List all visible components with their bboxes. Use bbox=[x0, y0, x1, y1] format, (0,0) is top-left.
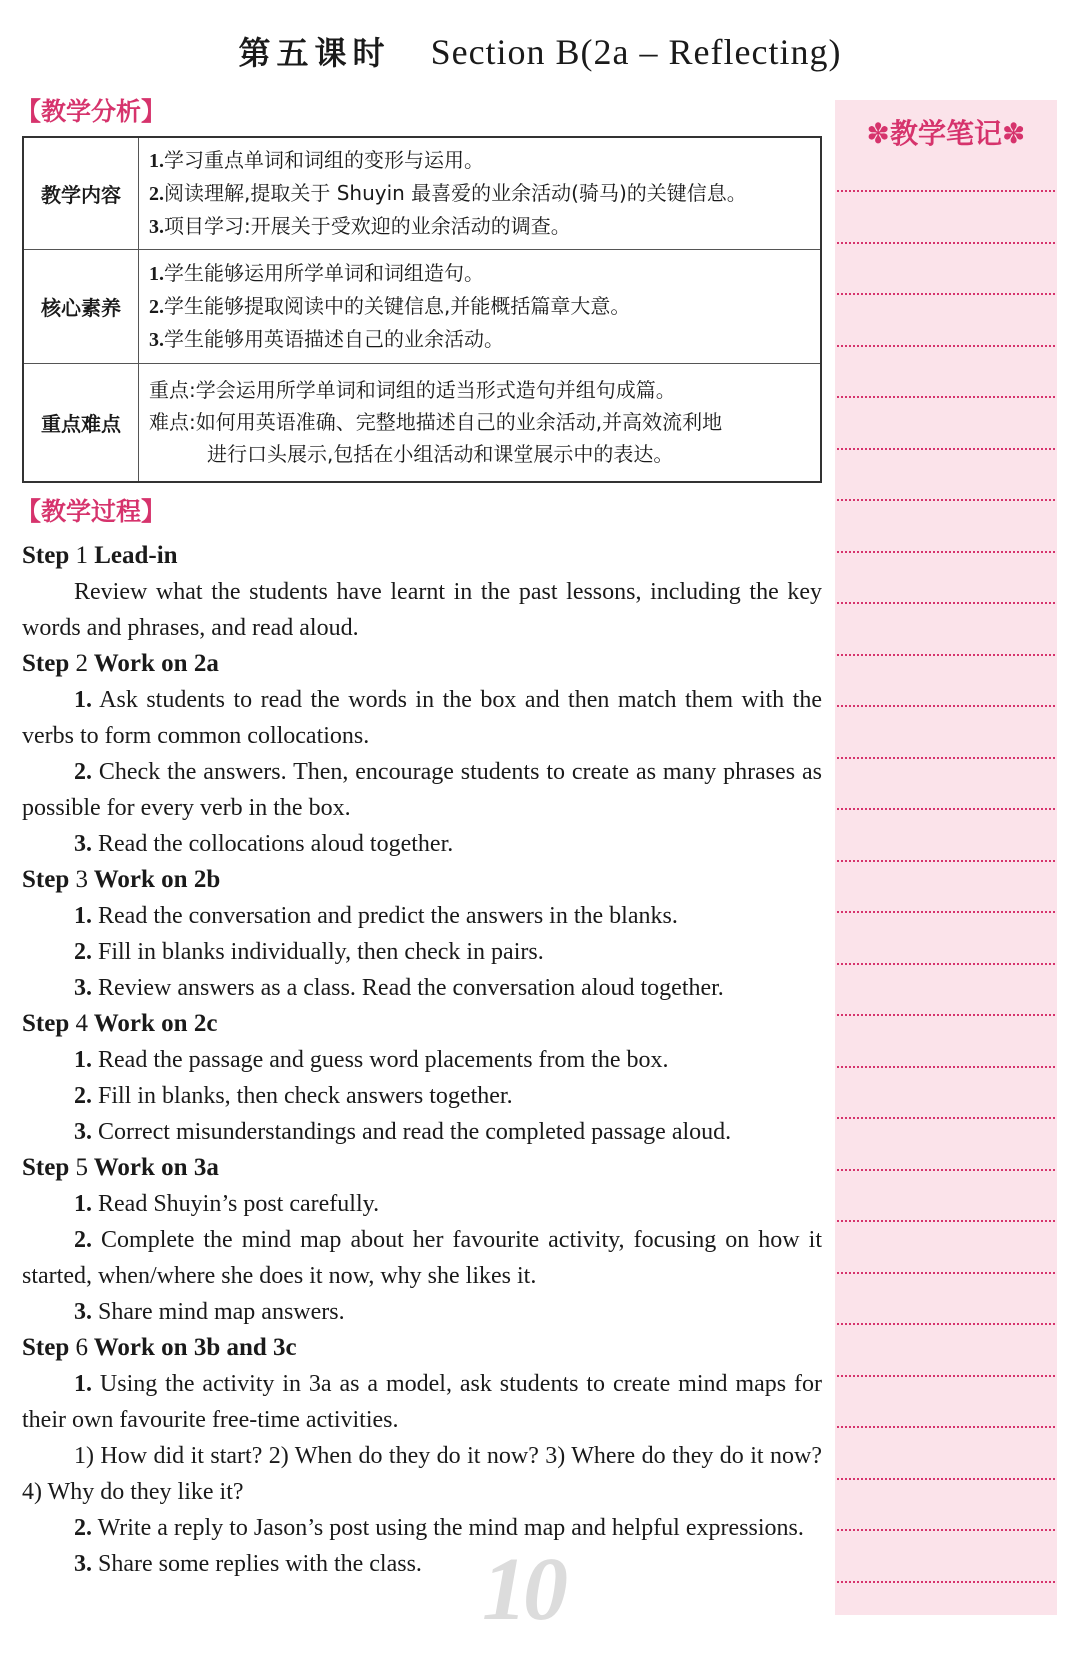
step-heading: Step 2 Work on 2a bbox=[22, 650, 219, 677]
note-line bbox=[837, 1581, 1055, 1583]
step-paragraph: Review what the students have learnt in the past lessons, including the key words and phrases, and read aloud. bbox=[22, 579, 822, 641]
note-line bbox=[837, 1169, 1055, 1171]
step-paragraph: 1. Ask students to read the words in the box and then match them with the verbs to form common collocations. bbox=[22, 687, 822, 749]
step-paragraph: 3. Share some replies with the class. bbox=[74, 1551, 422, 1577]
page-number: 10 bbox=[482, 1540, 564, 1639]
list-item: 3.学生能够用英语描述自己的业余活动。 bbox=[149, 327, 504, 351]
row-content bbox=[139, 137, 822, 250]
note-line bbox=[837, 1066, 1055, 1068]
lesson-label: 第五课时 bbox=[238, 34, 391, 72]
note-line bbox=[837, 242, 1055, 244]
note-line bbox=[837, 499, 1055, 501]
difficulty: 难点:如何用英语准确、完整地描述自己的业余活动,并高效流利地 bbox=[149, 410, 723, 435]
row-label: 教学内容 bbox=[23, 137, 139, 250]
note-line bbox=[837, 757, 1055, 759]
step-paragraph: 2. Write a reply to Jason’s post using the mind map and helpful expressions. bbox=[74, 1515, 804, 1541]
step-paragraph: 1. Using the activity in 3a as a model, ask students to create mind maps for their own favourite free-time activities. bbox=[22, 1371, 822, 1433]
analysis-table bbox=[22, 136, 822, 483]
row-content bbox=[139, 364, 822, 482]
step-paragraph: 2. Fill in blanks, then check answers together. bbox=[74, 1083, 513, 1109]
step-heading: Step 6 Work on 3b and 3c bbox=[22, 1334, 297, 1361]
notes-title: ✽教学笔记✽ bbox=[866, 117, 1026, 150]
note-line bbox=[837, 1117, 1055, 1119]
step-paragraph: 2. Fill in blanks individually, then check in pairs. bbox=[74, 939, 544, 965]
note-line bbox=[837, 1220, 1055, 1222]
note-line bbox=[837, 1014, 1055, 1016]
process-tag: 【教学过程】 bbox=[16, 497, 167, 526]
step-paragraph: 2. Check the answers. Then, encourage students to create as many phrases as possible for every verb in the box. bbox=[22, 759, 822, 821]
step-paragraph: 3. Review answers as a class. Read the conversation aloud together. bbox=[74, 975, 724, 1001]
table-row bbox=[23, 364, 821, 482]
row-label: 重点难点 bbox=[23, 364, 139, 482]
note-line bbox=[837, 448, 1055, 450]
step-paragraph: 2. Complete the mind map about her favourite activity, focusing on how it started, when/where she does it now, why she likes it. bbox=[22, 1227, 822, 1289]
step-paragraph: 3. Read the collocations aloud together. bbox=[74, 831, 454, 857]
note-line bbox=[837, 190, 1055, 192]
section-label: Section B(2a – Reflecting) bbox=[430, 32, 842, 72]
step-paragraph: 1) How did it start? 2) When do they do it now? 3) Where do they do it now? 4) Why do they like it? bbox=[22, 1443, 822, 1505]
list-item: 2.阅读理解,提取关于 Shuyin 最喜爱的业余活动(骑马)的关键信息。 bbox=[149, 181, 747, 205]
table-row bbox=[23, 137, 821, 250]
note-line bbox=[837, 1478, 1055, 1480]
step-heading: Step 5 Work on 3a bbox=[22, 1154, 219, 1181]
note-line bbox=[837, 808, 1055, 810]
difficulty-continued: 进行口头展示,包括在小组活动和课堂展示中的表达。 bbox=[207, 442, 674, 467]
notes-panel bbox=[835, 100, 1057, 1615]
note-line bbox=[837, 1529, 1055, 1531]
step-paragraph: 3. Share mind map answers. bbox=[74, 1299, 345, 1325]
process-body bbox=[22, 538, 822, 1582]
row-content bbox=[139, 250, 822, 364]
note-line bbox=[837, 293, 1055, 295]
note-line bbox=[837, 1426, 1055, 1428]
step-paragraph: 1. Read Shuyin’s post carefully. bbox=[74, 1191, 380, 1217]
list-item: 1.学习重点单词和词组的变形与运用。 bbox=[149, 148, 484, 172]
note-line bbox=[837, 705, 1055, 707]
step-heading: Step 4 Work on 2c bbox=[22, 1010, 218, 1037]
row-label: 核心素养 bbox=[23, 250, 139, 364]
step-paragraph: 1. Read the conversation and predict the answers in the blanks. bbox=[74, 903, 678, 929]
note-line bbox=[837, 602, 1055, 604]
list-item: 3.项目学习:开展关于受欢迎的业余活动的调查。 bbox=[149, 214, 571, 238]
note-line bbox=[837, 654, 1055, 656]
page-title bbox=[0, 28, 1080, 74]
step-paragraph: 1. Read the passage and guess word placements from the box. bbox=[74, 1047, 669, 1073]
note-line bbox=[837, 911, 1055, 913]
note-line bbox=[837, 1272, 1055, 1274]
step-heading: Step 1 Lead-in bbox=[22, 542, 178, 569]
note-line bbox=[837, 1323, 1055, 1325]
analysis-tag: 【教学分析】 bbox=[16, 97, 167, 126]
note-line bbox=[837, 345, 1055, 347]
step-heading: Step 3 Work on 2b bbox=[22, 866, 221, 893]
note-line bbox=[837, 551, 1055, 553]
table-row bbox=[23, 250, 821, 364]
list-item: 2.学生能够提取阅读中的关键信息,并能概括篇章大意。 bbox=[149, 294, 631, 318]
note-line bbox=[837, 860, 1055, 862]
note-line bbox=[837, 1375, 1055, 1377]
list-item: 1.学生能够运用所学单词和词组造句。 bbox=[149, 261, 484, 285]
key-point: 重点:学会运用所学单词和词组的适当形式造句并组句成篇。 bbox=[149, 378, 676, 403]
note-line bbox=[837, 396, 1055, 398]
note-line bbox=[837, 963, 1055, 965]
step-paragraph: 3. Correct misunderstandings and read the completed passage aloud. bbox=[74, 1119, 732, 1145]
